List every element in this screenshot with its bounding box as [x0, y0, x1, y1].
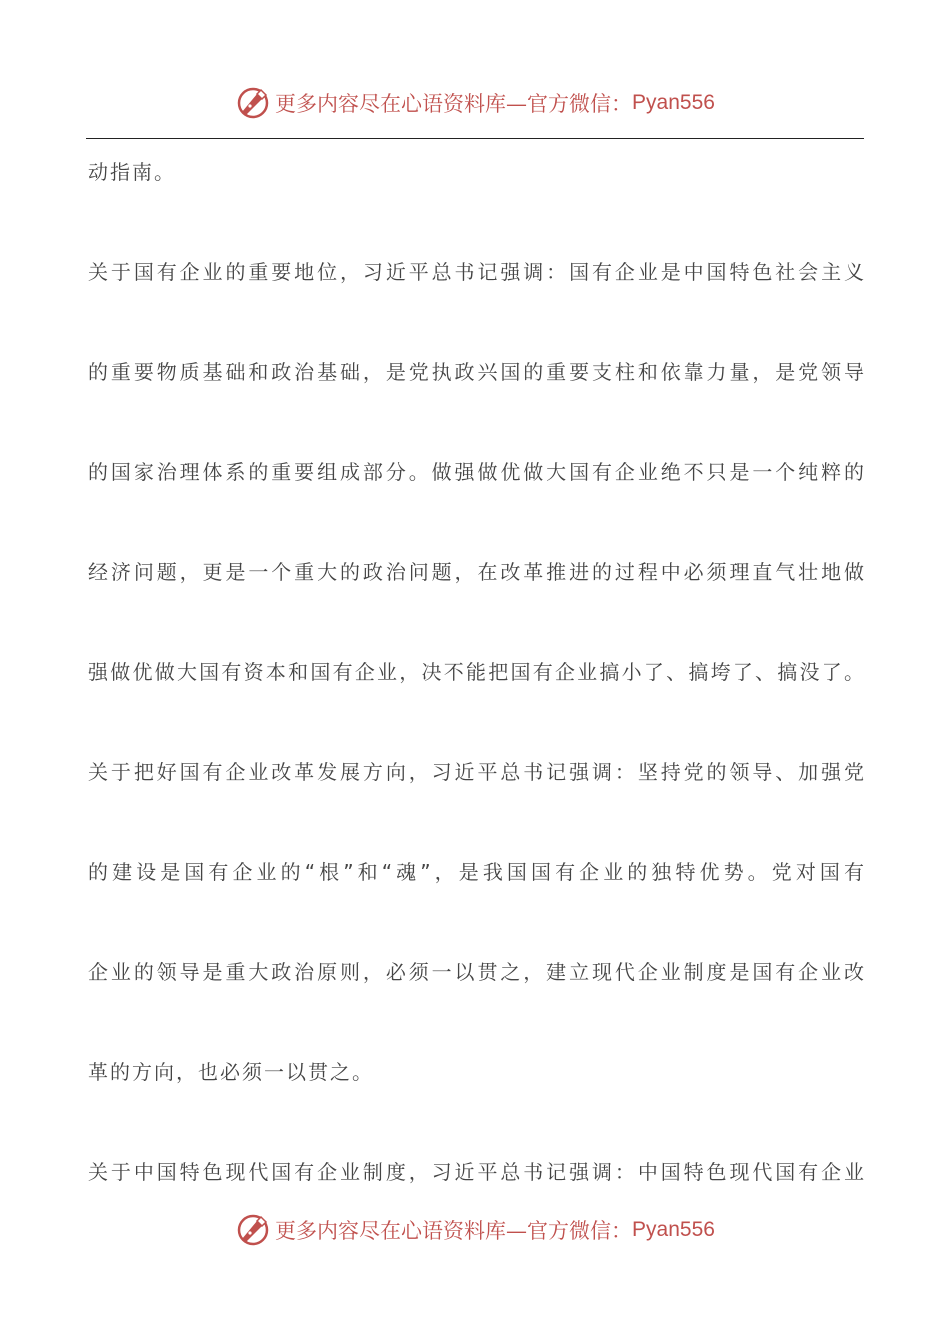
footer-wechat-id: Pyan556: [632, 1218, 715, 1241]
text-line: 关于中国特色现代国有企业制度，习近平总书记强调：中国特色现代国有企业: [88, 1160, 864, 1184]
text-line: 关于把好国有企业改革发展方向，习近平总书记强调：坚持党的领导、加强党: [88, 760, 864, 784]
pen-nib-icon: [235, 1212, 271, 1248]
header-slogan: 更多内容尽在心语资料库—官方微信：: [275, 92, 633, 116]
text-line: 的建设是国有企业的“根”和“魂”，是我国国有企业的独特优势。党对国有: [88, 860, 864, 884]
text-line: 革的方向，也必须一以贯之。: [88, 1060, 374, 1084]
text-line: 企业的领导是重大政治原则，必须一以贯之，建立现代企业制度是国有企业改: [88, 960, 864, 984]
header-wechat-id: Pyan556: [632, 91, 715, 114]
text-line: 关于国有企业的重要地位，习近平总书记强调：国有企业是中国特色社会主义: [88, 260, 864, 284]
footer-banner: [0, 1210, 950, 1250]
text-line: 的国家治理体系的重要组成部分。做强做优做大国有企业绝不只是一个纯粹的: [88, 460, 864, 484]
text-line: 强做优做大国有资本和国有企业，决不能把国有企业搞小了、搞垮了、搞没了。: [88, 660, 864, 684]
text-line: 经济问题，更是一个重大的政治问题，在改革推进的过程中必须理直气壮地做: [88, 560, 864, 584]
document-body: [88, 150, 864, 1250]
text-line: 的重要物质基础和政治基础，是党执政兴国的重要支柱和依靠力量，是党领导: [88, 360, 864, 384]
header-banner: [0, 83, 950, 123]
header-divider: [86, 138, 864, 139]
footer-slogan: 更多内容尽在心语资料库—官方微信：: [275, 1219, 633, 1243]
text-line: 动指南。: [88, 160, 176, 184]
pen-nib-icon: [235, 85, 271, 121]
